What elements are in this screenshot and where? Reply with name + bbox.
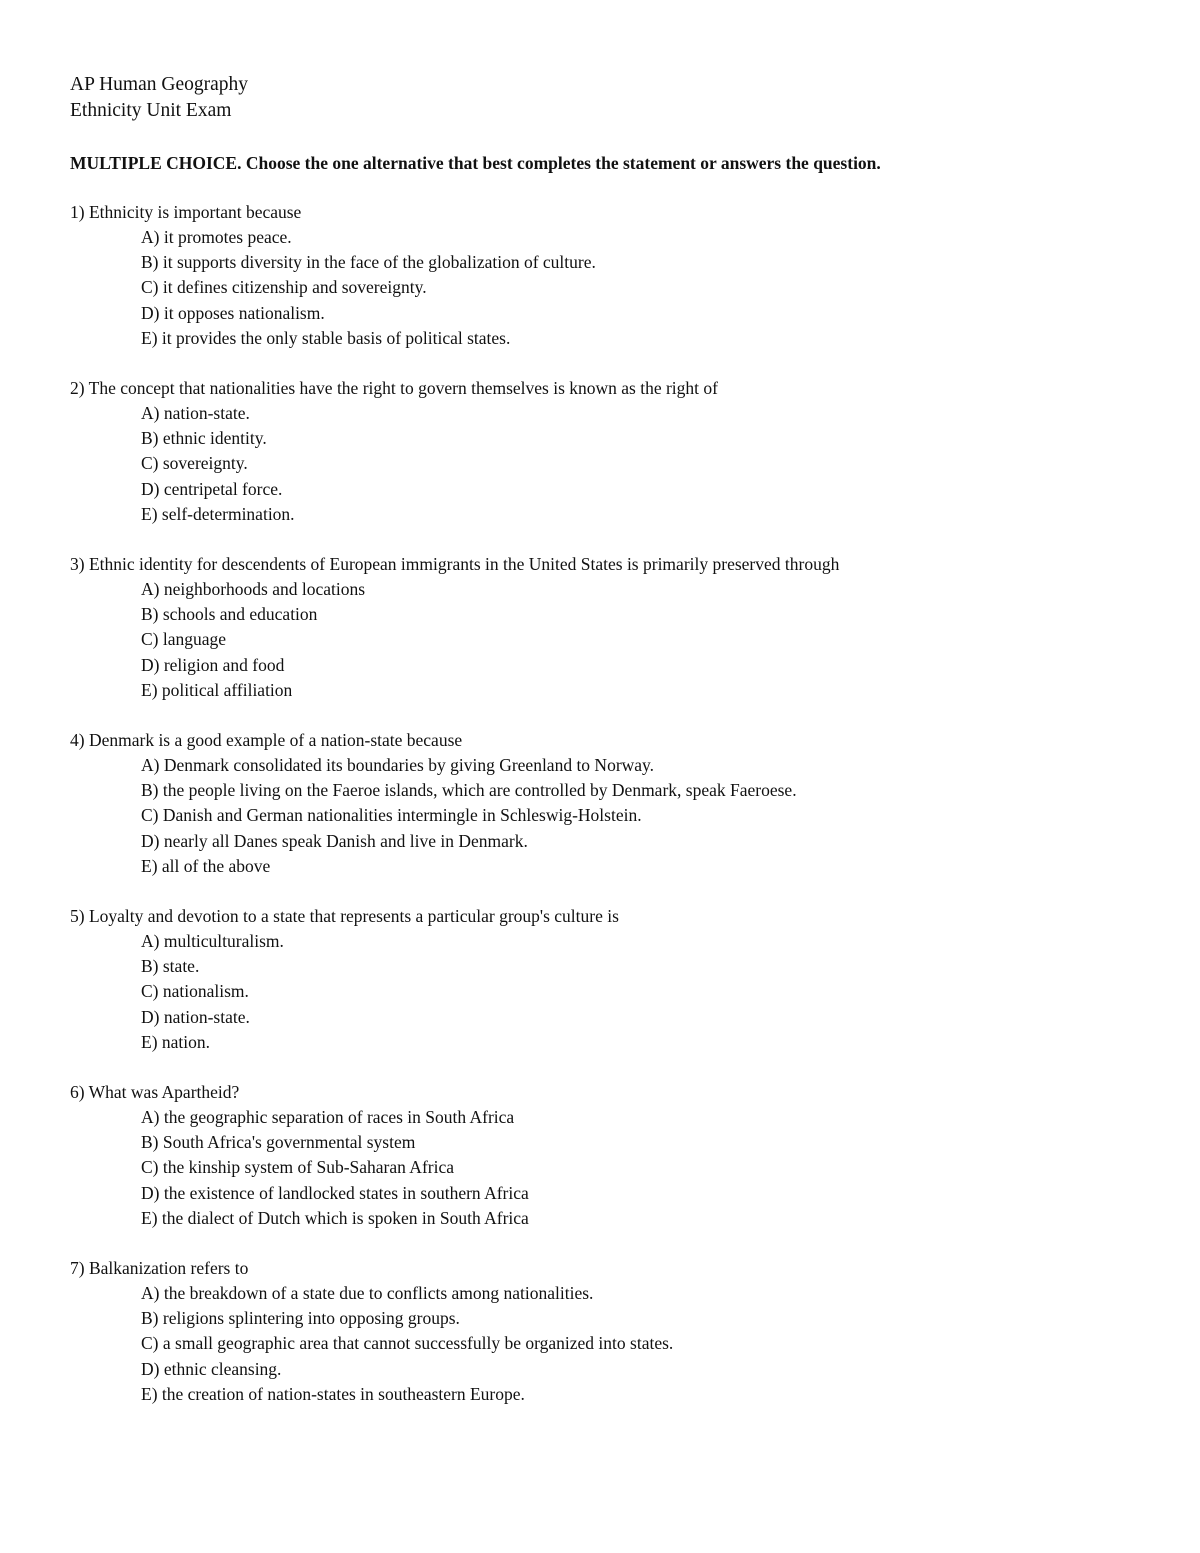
question-stem: 1) Ethnicity is important because [70, 202, 302, 222]
question-5 [70, 904, 1150, 1055]
choice-d: D) centripetal force. [141, 478, 283, 499]
choice-d: D) nation-state. [141, 1006, 250, 1027]
choice-d: D) nearly all Danes speak Danish and live in Denmark. [141, 830, 528, 851]
choice-b: B) religions splintering into opposing groups. [141, 1308, 460, 1329]
choice-c: C) it defines citizenship and sovereignty. [141, 277, 427, 298]
choice-d: D) ethnic cleansing. [141, 1358, 282, 1379]
choice-c: C) Danish and German nationalities intermingle in Schleswig-Holstein. [141, 805, 642, 826]
choice-c: C) sovereignty. [141, 453, 248, 474]
question-stem: 5) Loyalty and devotion to a state that represents a particular group's culture is [70, 906, 619, 926]
question-1 [70, 200, 1150, 351]
choice-a: A) nation-state. [141, 403, 250, 423]
choice-a: A) neighborhoods and locations [141, 579, 366, 599]
choice-c: C) language [141, 629, 227, 650]
choice-c: C) a small geographic area that cannot successfully be organized into states. [141, 1333, 674, 1354]
choice-a: A) multiculturalism. [141, 931, 284, 951]
choice-e: E) the dialect of Dutch which is spoken in South Africa [141, 1207, 529, 1228]
choice-e: E) political affiliation [141, 679, 293, 700]
course-title: AP Human Geography [70, 74, 248, 95]
instructions: MULTIPLE CHOICE. Choose the one alternative that best completes the statement or answers the question. [70, 153, 881, 173]
choice-c: C) nationalism. [141, 981, 249, 1002]
question-stem: 6) What was Apartheid? [70, 1082, 240, 1102]
choice-b: B) South Africa's governmental system [141, 1132, 416, 1153]
choice-b: B) it supports diversity in the face of the globalization of culture. [141, 252, 596, 273]
choice-c: C) the kinship system of Sub-Saharan Africa [141, 1157, 455, 1178]
question-7 [70, 1256, 1150, 1407]
exam-title: Ethnicity Unit Exam [70, 100, 232, 121]
choice-a: A) Denmark consolidated its boundaries by giving Greenland to Norway. [141, 755, 655, 775]
choice-e: E) self-determination. [141, 503, 295, 524]
choice-a: A) the geographic separation of races in South Africa [141, 1107, 515, 1127]
choice-e: E) nation. [141, 1031, 211, 1052]
choice-b: B) ethnic identity. [141, 428, 267, 449]
choice-d: D) religion and food [141, 654, 285, 675]
choice-e: E) the creation of nation-states in southeastern Europe. [141, 1383, 525, 1404]
question-6 [70, 1080, 1150, 1231]
choice-d: D) it opposes nationalism. [141, 302, 325, 323]
question-4 [70, 728, 1150, 879]
question-stem: 4) Denmark is a good example of a nation-state because [70, 730, 463, 750]
choice-a: A) the breakdown of a state due to conflicts among nationalities. [141, 1283, 594, 1303]
choice-e: E) all of the above [141, 855, 271, 876]
choice-b: B) state. [141, 956, 200, 977]
choice-b: B) the people living on the Faeroe islands, which are controlled by Denmark, speak Faeroese. [141, 780, 797, 801]
question-2 [70, 376, 1150, 527]
choice-a: A) it promotes peace. [141, 227, 292, 247]
choice-e: E) it provides the only stable basis of political states. [141, 327, 511, 348]
question-stem: 7) Balkanization refers to [70, 1258, 249, 1278]
question-stem: 3) Ethnic identity for descendents of European immigrants in the United States is primarily preserved through [70, 554, 840, 574]
question-stem: 2) The concept that nationalities have the right to govern themselves is known as the right of [70, 378, 718, 398]
choice-d: D) the existence of landlocked states in southern Africa [141, 1182, 529, 1203]
question-3 [70, 552, 1150, 703]
choice-b: B) schools and education [141, 604, 318, 625]
